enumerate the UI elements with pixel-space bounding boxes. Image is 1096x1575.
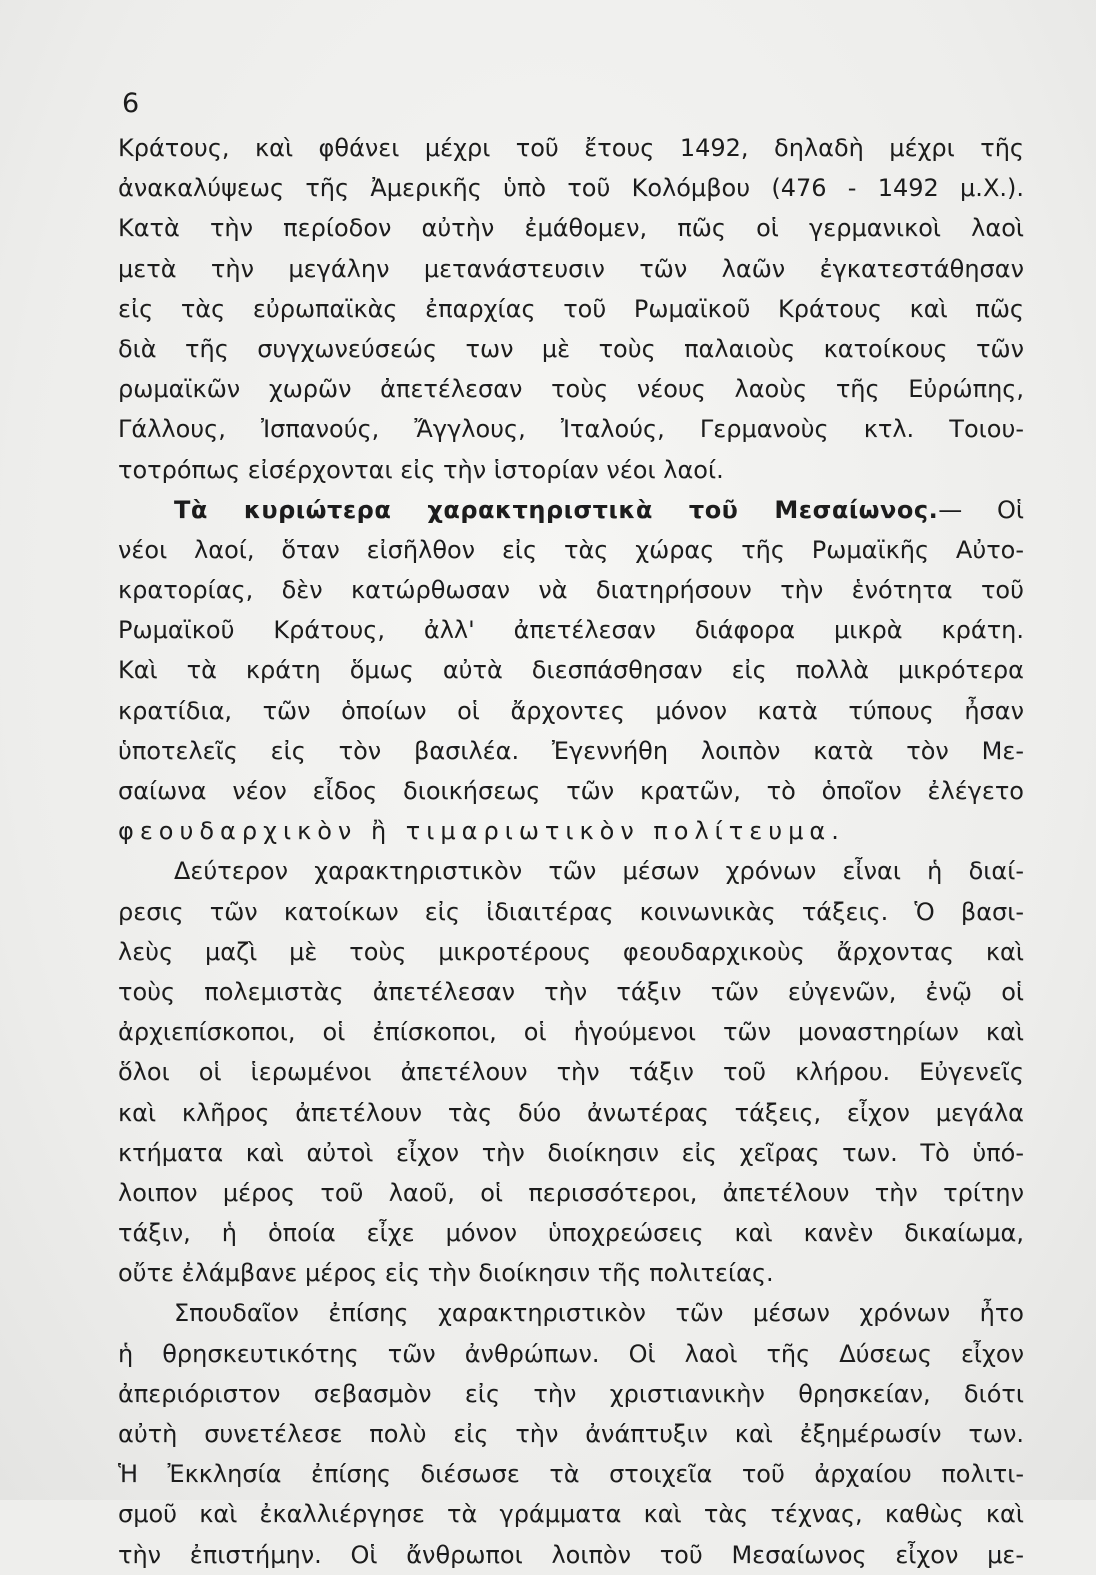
- text-line: ἡ θρησκευτικότης τῶν ἀνθρώπων. Οἱ λαοὶ τῆς Δύσεως εἶχον: [118, 1339, 1024, 1368]
- text-line: τὴν ἐπιστήμην. Οἱ ἄνθρωποι λοιπὸν τοῦ Μεσαίωνος εἶχον με-: [118, 1540, 1024, 1569]
- text-line: διὰ τῆς συγχωνεύσεώς των μὲ τοὺς παλαιοὺς κατοίκους τῶν: [118, 334, 1024, 363]
- text-line: ὑποτελεῖς εἰς τὸν βασιλέα. Ἐγεννήθη λοιπὸν κατὰ τὸν Με-: [118, 736, 1024, 765]
- text-line: τοὺς πολεμιστὰς ἀπετέλεσαν τὴν τάξιν τῶν εὐγενῶν, ἐνῷ οἱ: [118, 977, 1024, 1006]
- text-line: σαίωνα νέον εἶδος διοικήσεως τῶν κρατῶν, τὸ ὁποῖον ἐλέγετο: [118, 777, 1024, 805]
- text-line: Κατὰ τὴν περίοδον αὐτὴν ἐμάθομεν, πῶς οἱ γερμανικοὶ λαοὶ: [118, 214, 1024, 243]
- text-line: Σπουδαῖον ἐπίσης χαρακτηριστικὸν τῶν μέσων χρόνων ἦτο: [174, 1299, 1024, 1328]
- text-line: τάξιν, ἡ ὁποία εἶχε μόνον ὑποχρεώσεις καὶ κανὲν δικαίωμα,: [118, 1219, 1024, 1248]
- text-line: αὐτὴ συνετέλεσε πολὺ εἰς τὴν ἀνάπτυξιν καὶ ἐξημέρωσίν των.: [118, 1420, 1024, 1448]
- text-line: καὶ κλῆρος ἀπετέλουν τὰς δύο ἀνωτέρας τάξεις, εἶχον μεγάλα: [118, 1098, 1024, 1127]
- section-heading-tail: — Οἱ: [938, 495, 1024, 524]
- text-line: σμοῦ καὶ ἐκαλλιέργησε τὰ γράμματα καὶ τὰς τέχνας, καθὼς καὶ: [118, 1500, 1024, 1529]
- text-line: λεὺς μαζὶ μὲ τοὺς μικροτέρους φεουδαρχικοὺς ἄρχοντας καὶ: [118, 937, 1024, 966]
- text-line: φεουδαρχικὸν ἢ τιμαριωτικὸν πολίτευμα.: [118, 817, 845, 846]
- text-line: ρωμαϊκῶν χωρῶν ἀπετέλεσαν τοὺς νέους λαοὺς τῆς Εὐρώπης,: [118, 375, 1024, 404]
- text-line: Ρωμαϊκοῦ Κράτους, ἀλλ' ἀπετέλεσαν διάφορα μικρὰ κράτη.: [118, 616, 1024, 645]
- text-line: ὅλοι οἱ ἱερωμένοι ἀπετέλουν τὴν τάξιν τοῦ κλήρου. Εὐγενεῖς: [118, 1058, 1024, 1087]
- text-line: εἰς τὰς εὐρωπαϊκὰς ἐπαρχίας τοῦ Ρωμαϊκοῦ Κράτους καὶ πῶς: [118, 294, 1024, 323]
- section-heading: Τὰ κυριώτερα χαρακτηριστικὰ τοῦ Μεσαίωνος.: [174, 495, 939, 524]
- text-line: λοιπον μέρος τοῦ λαοῦ, οἱ περισσότεροι, ἀπετέλουν τὴν τρίτην: [118, 1178, 1024, 1207]
- body-text: [118, 128, 1024, 1575]
- text-line: τοτρόπως εἰσέρχονται εἰς τὴν ἱστορίαν νέοι λαοί.: [118, 455, 724, 484]
- text-line: κτήματα καὶ αὐτοὶ εἶχον τὴν διοίκησιν εἰς χεῖρας των. Τὸ ὑπό-: [118, 1138, 1024, 1167]
- text-line: οὔτε ἐλάμβανε μέρος εἰς τὴν διοίκησιν τῆς πολιτείας.: [118, 1259, 774, 1288]
- text-line: ρεσις τῶν κατοίκων εἰς ἰδιαιτέρας κοινωνικὰς τάξεις. Ὁ βασι-: [118, 897, 1024, 926]
- text-line: μετὰ τὴν μεγάλην μετανάστευσιν τῶν λαῶν ἐγκατεστάθησαν: [118, 254, 1024, 283]
- text-line: Δεύτερον χαρακτηριστικὸν τῶν μέσων χρόνων εἶναι ἡ διαί-: [174, 857, 1024, 886]
- text-line: νέοι λαοί, ὅταν εἰσῆλθον εἰς τὰς χώρας τῆς Ρωμαϊκῆς Αὐτο-: [118, 535, 1024, 564]
- text-line: Καὶ τὰ κράτη ὅμως αὐτὰ διεσπάσθησαν εἰς πολλὰ μικρότερα: [118, 656, 1024, 685]
- section-heading-line: [118, 490, 1024, 530]
- text-line: ἀνακαλύψεως τῆς Ἀμερικῆς ὑπὸ τοῦ Κολόμβου (476 - 1492 μ.Χ.).: [118, 174, 1024, 203]
- text-line: κρατίδια, τῶν ὁποίων οἱ ἄρχοντες μόνον κατὰ τύπους ἦσαν: [118, 696, 1024, 725]
- page-number: 6: [122, 88, 141, 119]
- text-line: ἀρχιεπίσκοποι, οἱ ἐπίσκοποι, οἱ ἡγούμενοι τῶν μοναστηρίων καὶ: [118, 1018, 1024, 1047]
- text-line: Γάλλους, Ἰσπανούς, Ἄγγλους, Ἰταλούς, Γερμανοὺς κτλ. Τοιου-: [118, 415, 1024, 444]
- text-line: Κράτους, καὶ φθάνει μέχρι τοῦ ἔτους 1492, δηλαδὴ μέχρι τῆς: [118, 134, 1024, 162]
- text-line: Ἡ Ἐκκλησία ἐπίσης διέσωσε τὰ στοιχεῖα τοῦ ἀρχαίου πολιτι-: [118, 1460, 1024, 1489]
- text-line: ἀπεριόριστον σεβασμὸν εἰς τὴν χριστιανικὴν θρησκείαν, διότι: [118, 1379, 1024, 1408]
- text-line: κρατορίας, δὲν κατώρθωσαν νὰ διατηρήσουν τὴν ἑνότητα τοῦ: [118, 576, 1024, 605]
